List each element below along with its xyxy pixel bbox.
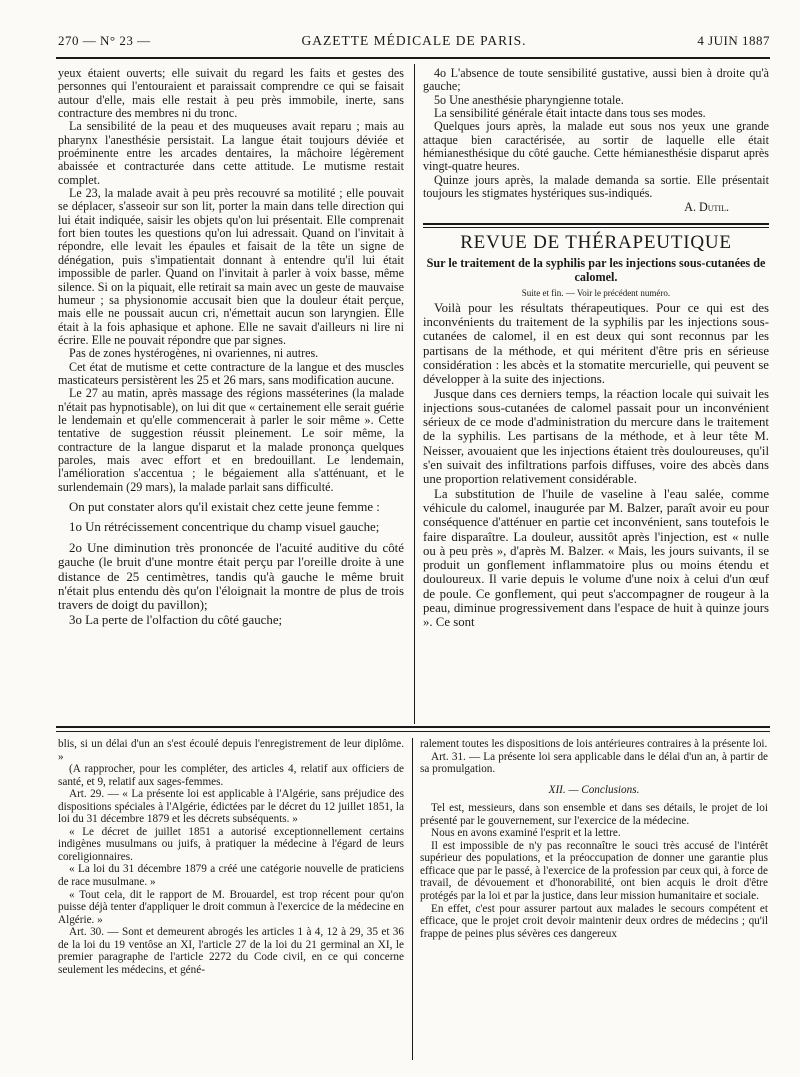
- section-separator: [56, 726, 770, 728]
- list-item: 4o L'absence de toute sensibilité gustative, aussi bien à droite qu'à gauche;: [423, 67, 769, 94]
- list-item: 5o Une anesthésie pharyngienne totale.: [434, 92, 624, 107]
- issue-date: 4 JUIN 1887: [697, 33, 770, 48]
- paragraph: Cet état de mutisme et cette contracture de la langue et des muscles masticateurs persistèrent les 25 et 26 mars, sans modification aucune.: [58, 359, 404, 387]
- paragraph: Art. 30. — Sont et demeurent abrogés les articles 1 à 4, 12 à 29, 35 et 36 de la loi du 19 ventôse an XI, l'article 27 de la loi du 21 germinal an XI, le premier paragraphe de l'article 2272 du Code civil, en ce qui concerne seulement les médecins, et géné-: [58, 926, 404, 976]
- paragraph: Jusque dans ces derniers temps, la réaction locale qui suivait les injections sous-cutanées de calomel passait pour un inconvénient sérieux de ce mode d'administration du mercure dans le traitement de la syphilis. Les partisans de la méthode, et à leur tête M. Neisser, avouaient que les injections étaient très douloureuses, qu'il s'en suivait des infiltrations parfois diffuses, voire des abcès dans une proportion relativement considérable.: [423, 386, 769, 487]
- paragraph: La substitution de l'huile de vaseline à l'eau salée, comme véhicule du calomel, inaugurée par M. Balzer, paraît avoir eu pour conséquence d'atténuer en partie cet inconvénient, sans toutefois le faire disparaître. La douleur, aussitôt après l'injection, est « nulle ou à peu près », d'après M. Balzer. « Mais, les jours suivants, il se produit un gonflement inflammatoire plus ou moins étendu et douloureux. Il varie depuis le volume d'une noix à celui d'un œuf de poule. Ce gonflement, qui peut s'accompagner de rougeur à la peau, diminue progressivement dans l'espace de huit à quinze jours ». Ce sont: [423, 486, 769, 630]
- header-rule: [56, 57, 770, 59]
- paragraph: Pas de zones hystérogènes, ni ovariennes, ni autres.: [69, 346, 319, 361]
- page-number: 270 — N° 23 —: [58, 33, 151, 48]
- paragraph: ralement toutes les dispositions de lois antérieures contraires à la présente loi.: [420, 738, 768, 750]
- paragraph: (A rapprocher, pour les compléter, des articles 4, relatif aux officiers de santé, et 9, relatif aux sages-femmes.: [58, 763, 404, 788]
- section-separator-thin: [56, 731, 770, 732]
- journal-title: GAZETTE MÉDICALE DE PARIS.: [301, 33, 527, 48]
- column-left: [58, 67, 404, 725]
- paragraph: Quinze jours après, la malade demanda sa sortie. Elle présentait toujours les stigmates hystériques sus-indiqués.: [423, 172, 769, 201]
- section-heading: XII. — Conclusions.: [548, 783, 640, 796]
- paragraph: « Le décret de juillet 1851 a autorisé exceptionnellement certains indigènes musulmans ou juifs, à pratiquer la médecine à l'égard de leurs coreligionnaires.: [58, 825, 404, 863]
- list-item: 3o La perte de l'olfaction du côté gauche;: [69, 612, 283, 627]
- paragraph: Tel est, messieurs, dans son ensemble et dans ses détails, le projet de loi présenté par le gouvernement, sur l'exercice de la médecine.: [420, 802, 768, 827]
- paragraph: On put constater alors qu'il existait chez cette jeune femme :: [69, 500, 380, 514]
- paragraph: Nous en avons examiné l'esprit et la lettre.: [431, 827, 621, 840]
- section-rule: [423, 223, 769, 228]
- list-item: 1o Un rétrécissement concentrique du champ visuel gauche;: [69, 520, 380, 535]
- column-right: [423, 67, 769, 725]
- running-header: [58, 33, 770, 55]
- continuation-note: Suite et fin. — Voir le précédent numéro.: [521, 287, 671, 298]
- paragraph: Il est impossible de n'y pas reconnaître le souci très accusé de l'intérêt supérieur des populations, et la préoccupation de donner une garantie plus efficace que par le passé, à l'exercice de la profession par ceux qui, à force de travail, de dévouement et d'honorabilité, ont bien acquis le droit d'être protégés par la loi et par la justice, dans leur mission humanitaire et sociale.: [420, 839, 768, 903]
- paragraph: « La loi du 31 décembre 1879 a créé une catégorie nouvelle de praticiens de race musulmane. »: [58, 863, 404, 889]
- paragraph: La sensibilité de la peau et des muqueuses avait reparu ; mais au pharynx l'anesthésie persistait. La langue était toujours déviée et proéminente entre les arcades dentaires, la mâchoire légèrement abaissée et contracturée dans cette attitude. Le mutisme restait complet.: [58, 119, 404, 187]
- author-signature: A. Dutil.: [684, 200, 729, 215]
- paragraph: Voilà pour les résultats thérapeutiques. Pour ce qui est des inconvénients du traitement de la syphilis par les injections sous-cutanées de calomel, il en est deux qui sont reconnus par les partisans de la méthode, et qui méritent d'être pris en sérieuse considération : les abcès et la stomatite mercurielle, qui peuvent se développer à la suite des injections.: [423, 300, 769, 387]
- section-title: REVUE DE THÉRAPEUTIQUE: [460, 231, 732, 253]
- paragraph: blis, si un délai d'un an s'est écoulé depuis l'enregistrement de leur diplôme. »: [58, 738, 404, 763]
- paragraph: Le 27 au matin, après massage des régions masséterines (la malade n'était pas hypnotisable), on lui dit que « certainement elle serait guérie le lendemain et qu'elle commencerait à parler le soir même ». Cette tentative de suggestion réussit pleinement. Le soir même, la contracture de la langue disparut et la malade prononça quelques paroles, mais avec effort et en bredouillant. Le lendemain, l'amélioration s'accentua ; le bégaiement alla s'atténuant, et le surlendemain (29 mars), la malade parlait sans difficulté.: [58, 386, 404, 494]
- paragraph: Le 23, la malade avait à peu près recouvré sa motilité ; elle pouvait se déplacer, s'asseoir sur son lit, porter la main dans telle direction qui lui était indiquée, saisir les objets qu'on lui présentait. Elle comprenait fort bien toutes les questions qu'on lui adressait. Quand on l'invitait à répondre, elle levait les épaules et faisait de la tête un signe de dénégation, puis s'impatientait donnant à entendre qu'il lui était impossible de parler. Quand on l'invitait à parler à voix basse, même silence. Si on la piquait, elle retirait sa main avec un geste de mauvaise humeur ; sa physionomie accusait bien que la douleur était perçue, mais elle ne poussait aucun cri, n'émettait aucun son laryngien. Elle était à la fois aphasique et aphone. Elle ne savait d'ailleurs ni lire ni écrire. Elle ne pouvait répondre que par signes.: [58, 186, 404, 347]
- column-divider-lower: [412, 738, 413, 1060]
- paragraph: Art. 31. — La présente loi sera applicable dans le délai d'un an, à partir de sa promulgation.: [420, 750, 768, 776]
- paragraph: Quelques jours après, la malade eut sous nos yeux une grande attaque bien caractérisée, au sortir de laquelle elle était hémianesthésique du côté gauche. Cette hémianesthésie disparut après vingt-quatre heures.: [423, 119, 769, 174]
- paragraph: yeux étaient ouverts; elle suivait du regard les faits et gestes des personnes qui l'entouraient et paraissait comprendre ce qui se faisait autour d'elle, mais elle restait à peu près immobile, inerte, sans contracture des membres ni du tronc.: [58, 67, 404, 121]
- column-bottom-right: [420, 738, 768, 1058]
- article-title: Sur le traitement de la syphilis par les injections sous-cutanées de calomel.: [426, 255, 766, 284]
- column-divider-upper: [414, 64, 415, 724]
- list-item: 2o Une diminution très prononcée de l'acuité auditive du côté gauche (le bruit d'une montre était perçu par l'oreille droite à une distance de 25 centimètres, tandis qu'à gauche le même bruit n'était plus entendu dès qu'on l'éloignait la montre de plus de trois travers de doigt du pavillon);: [58, 540, 404, 613]
- paragraph: Art. 29. — « La présente loi est applicable à l'Algérie, sans préjudice des dispositions spéciales à l'Algérie, édictées par le décret du 12 juillet 1851, la loi du 31 décembre 1879 et les décrets subséquents. »: [58, 788, 404, 826]
- paragraph: En effet, c'est pour assurer partout aux malades le secours compétent et efficace, que le projet croit devoir maintenir deux ordres de médecins ; qu'il frappe de peines plus sévères ces dangereux: [420, 902, 768, 940]
- paragraph: La sensibilité générale était intacte dans tous ses modes.: [434, 106, 706, 121]
- paragraph: « Tout cela, dit le rapport de M. Brouardel, est trop récent pour qu'on puisse déjà tenter d'appliquer le droit commun à l'exercice de la médecine en Algérie. »: [58, 888, 404, 926]
- column-bottom-left: [58, 738, 404, 1058]
